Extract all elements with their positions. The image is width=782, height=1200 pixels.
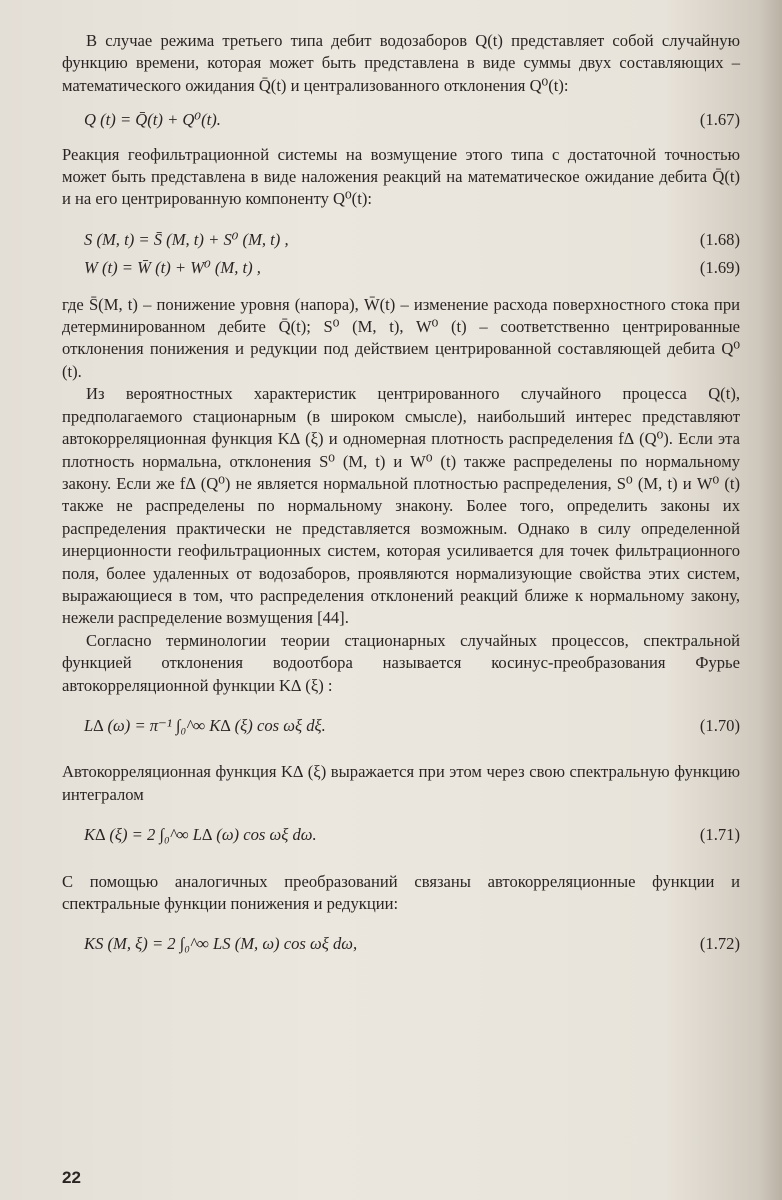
equation-body: W (t) = W̄ (t) + W⁰ (M, t) ,	[84, 258, 261, 278]
equation-1-71	[62, 824, 740, 846]
equation-1-72	[62, 933, 740, 955]
page-content	[62, 30, 740, 980]
paragraph-7: С помощью аналогичных преобразований связаны автокорреляционные функции и спектральные функции понижения и редукции:	[62, 871, 740, 913]
paragraph-6: Автокорреляционная функция K∆ (ξ) выражается при этом через свою спектральную функцию интегралом	[62, 762, 740, 804]
equation-number: (1.68)	[699, 229, 740, 249]
paragraph-2: Реакция геофильтрационной системы на возмущение этого типа с достаточной точностью может быть представлена в виде наложения реакций на математическое ожидание дебита Q̄(t) и на его центрированную компоненту Q⁰(t):	[62, 144, 740, 209]
equation-body: Q (t) = Q̄(t) + Q⁰(t).	[84, 110, 221, 130]
page-number: 22	[62, 1168, 81, 1187]
equation-number: (1.69)	[699, 258, 740, 278]
equation-number: (1.71)	[699, 825, 740, 845]
paragraph-5: Согласно терминологии теории стационарных случайных процессов, спектральной функцией отклонения водоотбора называется косинус-преобразования Фурье автокорреляционной функции K∆ (ξ) :	[62, 630, 740, 695]
equation-body: L∆ (ω) = π⁻¹ ∫₀^∞ K∆ (ξ) cos ωξ dξ.	[84, 715, 326, 735]
equation-number: (1.72)	[699, 934, 740, 954]
equation-1-70	[62, 715, 740, 737]
paragraph-3: где S̄(M, t) – понижение уровня (напора), W̄(t) – изменение расхода поверхностного стока при детерминированном дебите Q̄(t); S⁰ (M, t), W⁰ (t) – соответственно центрированные отклонения понижения и редукции под действием центрированной составляющей дебита Q⁰ (t).	[62, 294, 740, 381]
equation-body: S (M, t) = S̄ (M, t) + S⁰ (M, t) ,	[84, 229, 289, 249]
equation-body: K∆ (ξ) = 2 ∫₀^∞ L∆ (ω) cos ωξ dω.	[84, 825, 317, 845]
paragraph-4: Из вероятностных характеристик центрированного случайного процесса Q(t), предполагаемого стационарным (в широком смысле), наибольший интерес представляют автокорреляционная функция K∆ (ξ) и одномерная плотность распределения f∆ (Q⁰). Если эта плотность нормальна, отклонения S⁰ (M, t) и W⁰ (t) также распределены по нормальному закону. Если же f∆ (Q⁰) не является нормальной плотностью распределения, S⁰ (M, t) и W⁰ (t) также не распределены по нормальному знакону. Более того, определить законы их распределения практически не представляется возможным. Однако в силу определенной инерционности геофильтрационных систем, которая усиливается для точек фильтрационного поля, более удаленных от водозаборов, проявляются нормализующие свойства этих систем, выражающиеся в том, что распределения отклонений реакций ближе к нормальному закону, нежели распределение возмущения [44].	[62, 384, 740, 628]
paragraph-1: В случае режима третьего типа дебит водозаборов Q(t) представляет собой случайную функцию времени, которая может быть представлена в виде суммы двух составляющих – математического ожидания Q̄(t) и централизованного отклонения Q⁰(t):	[62, 31, 740, 95]
equation-number: (1.67)	[699, 110, 740, 130]
equation-1-67	[62, 109, 740, 131]
equation-1-69	[62, 257, 740, 279]
equation-number: (1.70)	[699, 715, 740, 735]
equation-body: KS (M, ξ) = 2 ∫₀^∞ LS (M, ω) cos ωξ dω,	[84, 934, 358, 954]
equation-1-68	[62, 229, 740, 251]
